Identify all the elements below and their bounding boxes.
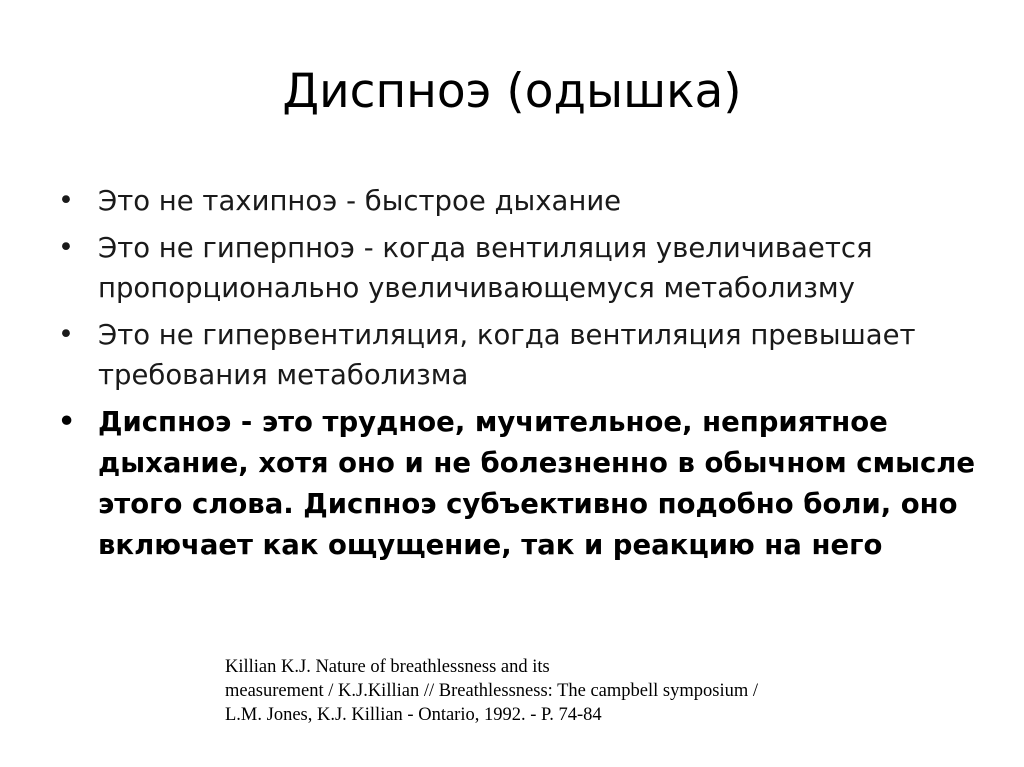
citation-line: measurement / K.J.Killian // Breathlessness: The campbell symposium / [225, 681, 758, 701]
bullet-item [58, 181, 998, 221]
citation-line: Killian K.J. Nature of breathlessness and its [225, 657, 550, 677]
bullet-text: Это не тахипноэ - быстрое дыхание [98, 185, 622, 217]
citation [225, 655, 985, 727]
bullet-item [58, 315, 998, 395]
slide-title: Диспноэ (одышка) [282, 64, 742, 119]
citation-line: L.M. Jones, K.J. Killian - Ontario, 1992. - P. 74-84 [225, 705, 602, 725]
bullet-item [58, 228, 998, 308]
bullet-text: Это не гипервентиляция, когда вентиляция превышает требования метаболизма [98, 319, 916, 391]
bullet-item-definition [58, 402, 998, 566]
bullet-list [58, 181, 998, 573]
bullet-dot-icon: • [58, 319, 74, 350]
bullet-dot-icon: • [58, 232, 74, 263]
bullet-dot-icon: • [58, 406, 76, 437]
bullet-text: Это не гиперпноэ - когда вентиляция увеличивается пропорционально увеличивающемуся метаболизму [98, 232, 873, 304]
bullet-dot-icon: • [58, 185, 74, 216]
bullet-text: Диспноэ - это трудное, мучительное, неприятное дыхание, хотя оно и не болезненно в обычном смысле этого слова. Диспноэ субъективно подобно боли, оно включает как ощущение, так и реакцию на него [98, 406, 976, 561]
